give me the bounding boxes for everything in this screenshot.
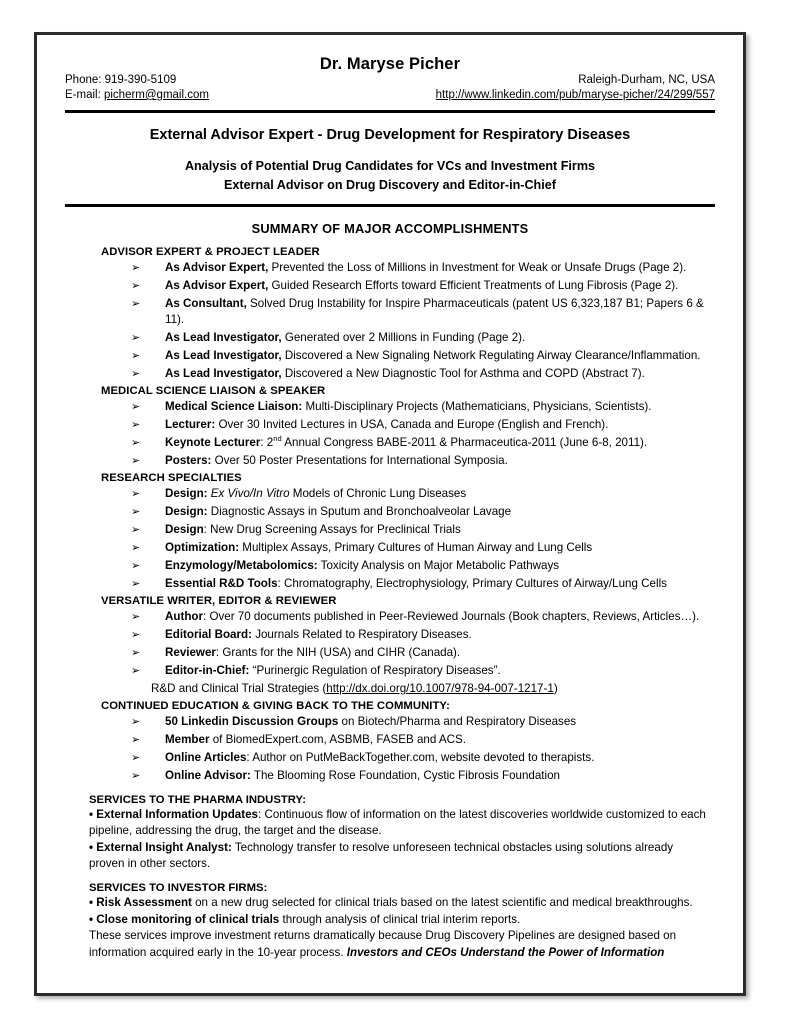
bullet-lead: As Advisor Expert, xyxy=(165,261,269,274)
services-block xyxy=(65,882,715,961)
continuation-text-end: ) xyxy=(553,682,558,696)
bullet-lead: Essential R&D Tools xyxy=(165,577,278,590)
section xyxy=(65,595,715,697)
bullet-list xyxy=(65,714,715,784)
bullet-lead: As Lead Investigator, xyxy=(165,331,282,345)
subtitle-line-2: External Advisor on Drug Discovery and Editor-in-Chief xyxy=(224,178,556,192)
arrow-bullet-icon: ➢ xyxy=(131,770,141,783)
bullet-item xyxy=(65,330,715,346)
services-paragraph xyxy=(89,895,711,912)
section xyxy=(65,700,715,784)
bullet-text: on Biotech/Pharma and Respiratory Diseases xyxy=(338,715,577,729)
bullet-list xyxy=(65,399,715,469)
contact-block xyxy=(65,73,715,103)
bullet-text: : Over 70 documents published in Peer-Reviewed Journals (Book chapters, Reviews, Articles…). xyxy=(203,610,700,624)
arrow-bullet-icon: ➢ xyxy=(131,524,141,537)
bullet-text: Over 30 Invited Lectures in USA, Canada and Europe (English and French). xyxy=(215,418,609,432)
arrow-bullet-icon: ➢ xyxy=(131,488,141,501)
bullet-lead: Posters: xyxy=(165,454,212,468)
email-link[interactable]: picherm@gmail.com xyxy=(103,89,209,101)
arrow-bullet-icon: ➢ xyxy=(131,367,141,380)
bullet-item xyxy=(65,278,715,294)
bullet-text: Solved Drug Instability for Inspire Pharmaceuticals (patent US 6,323,187 B1; Papers 6 & 11). xyxy=(165,296,704,327)
arrow-bullet-icon: ➢ xyxy=(131,734,141,747)
document-page xyxy=(34,32,746,996)
section xyxy=(65,385,715,469)
bullet-text: : Chromatography, Electrophysiology, Primary Cultures of Airway/Lung Cells xyxy=(277,577,667,590)
bullet-lead: Design: xyxy=(165,487,208,501)
bullet-lead: As Consultant, xyxy=(165,296,247,310)
services-container xyxy=(65,794,715,962)
bullet-lead: Medical Science Liaison: xyxy=(165,400,303,414)
services-block xyxy=(65,794,715,873)
arrow-bullet-icon: ➢ xyxy=(131,401,141,414)
bullet-lead: Keynote Lecturer xyxy=(165,436,261,450)
bullet-item xyxy=(65,576,715,592)
page-title: Dr. Maryse Picher xyxy=(319,55,461,73)
ordinal-superscript: nd xyxy=(273,434,282,444)
dot-bullet-icon: • xyxy=(89,840,94,854)
bullet-italic: Ex Vivo/In Vitro xyxy=(207,487,290,501)
bullet-lead: Editorial Board: xyxy=(165,628,252,642)
headline-subtitle xyxy=(65,157,715,195)
bullet-lead: Editor-in-Chief: xyxy=(165,664,250,678)
bullet-item xyxy=(65,435,715,451)
closing-emphasis: Investors and CEOs Understand the Power of Information xyxy=(346,945,665,959)
arrow-bullet-icon: ➢ xyxy=(131,665,141,678)
bullet-lead: As Lead Investigator, xyxy=(165,349,282,363)
subtitle-line-1: Analysis of Potential Drug Candidates for VCs and Investment Firms xyxy=(184,159,596,173)
bullet-item xyxy=(65,260,715,276)
bullet-text: Multi-Disciplinary Projects (Mathematicians, Physicians, Scientists). xyxy=(302,400,652,414)
bullet-item xyxy=(65,417,715,433)
arrow-bullet-icon: ➢ xyxy=(131,419,141,432)
bullet-item xyxy=(65,627,715,643)
bullet-lead: Enzymology/Metabolomics: xyxy=(165,559,318,573)
linkedin-link[interactable]: http://www.linkedin.com/pub/maryse-picher/24/299/557 xyxy=(435,89,715,101)
bullet-text: Diagnostic Assays in Sputum and Bronchoalveolar Lavage xyxy=(207,505,512,519)
contact-left xyxy=(65,73,209,103)
bullet-text: Discovered a New Diagnostic Tool for Asthma and COPD (Abstract 7). xyxy=(281,366,645,380)
bullet-item xyxy=(65,645,715,661)
bullet-item xyxy=(65,486,715,502)
services-text: on a new drug selected for clinical trials based on the latest scientific and medical breakthroughs. xyxy=(191,895,693,909)
bullet-item xyxy=(65,609,715,625)
bullet-text: : New Drug Screening Assays for Preclinical Trials xyxy=(203,523,461,537)
arrow-bullet-icon: ➢ xyxy=(131,279,141,292)
bullet-item xyxy=(65,522,715,538)
bullet-text: “Purinergic Regulation of Respiratory Diseases”. xyxy=(249,664,501,678)
services-lead: Close monitoring of clinical trials xyxy=(96,912,280,926)
bullet-text: Prevented the Loss of Millions in Investment for Weak or Unsafe Drugs (Page 2). xyxy=(268,261,687,274)
bullet-list xyxy=(65,486,715,592)
sections-container xyxy=(65,246,715,785)
services-text: through analysis of clinical trial interim reports. xyxy=(279,912,521,926)
closing-paragraph xyxy=(89,928,711,961)
bullet-text: Journals Related to Respiratory Diseases. xyxy=(251,628,472,642)
bullet-lead: Lecturer: xyxy=(165,418,216,432)
bullet-lead: As Advisor Expert, xyxy=(165,278,269,292)
bullet-item xyxy=(65,663,715,679)
doi-link[interactable]: http://dx.doi.org/10.1007/978-94-007-1217-1 xyxy=(326,682,554,696)
services-lead: Risk Assessment xyxy=(96,895,192,909)
bullet-text: Toxicity Analysis on Major Metabolic Pathways xyxy=(317,559,560,573)
arrow-bullet-icon: ➢ xyxy=(131,542,141,555)
bullet-text: Over 50 Poster Presentations for International Symposia. xyxy=(211,454,508,468)
arrow-bullet-icon: ➢ xyxy=(131,629,141,642)
bullet-text: The Blooming Rose Foundation, Cystic Fibrosis Foundation xyxy=(250,769,560,783)
services-lead: External Insight Analyst: xyxy=(96,840,232,854)
services-text: Technology transfer to resolve unforeseen technical obstacles using solutions already proven in other sectors. xyxy=(89,840,674,871)
arrow-bullet-icon: ➢ xyxy=(131,716,141,729)
bullet-list xyxy=(65,260,715,382)
services-paragraph xyxy=(89,807,711,840)
services-paragraph xyxy=(89,840,711,873)
dot-bullet-icon: • xyxy=(89,807,94,821)
bullet-text: Generated over 2 Millions in Funding (Page 2). xyxy=(281,331,526,345)
bullet-text: : Grants for the NIH (USA) and CIHR (Canada). xyxy=(215,646,461,660)
arrow-bullet-icon: ➢ xyxy=(131,262,141,274)
bullet-item xyxy=(65,732,715,748)
dot-bullet-icon: • xyxy=(89,912,94,926)
bullet-lead: As Lead Investigator, xyxy=(165,366,282,380)
document-body xyxy=(37,35,743,993)
bullet-text: Guided Research Efforts toward Efficient Treatments of Lung Fibrosis (Page 2). xyxy=(268,278,679,292)
bullet-text: of BiomedExpert.com, ASBMB, FASEB and ACS. xyxy=(209,733,466,747)
bullet-text-pre: : 2 xyxy=(260,436,274,450)
bullet-item xyxy=(65,558,715,574)
bullet-item xyxy=(65,296,715,329)
bullet-lead: Author xyxy=(165,610,203,624)
section-heading: ADVISOR EXPERT & PROJECT LEADER xyxy=(101,246,320,258)
closing-text: These services improve investment returns dramatically because Drug Discovery Pipelines are designed based on information acquired early in the 10-year process. xyxy=(89,929,677,959)
contact-right xyxy=(436,73,715,103)
bullet-lead: Design xyxy=(165,523,204,537)
phone-line: Phone: 919-390-5109 xyxy=(65,74,177,86)
section-heading: VERSATILE WRITER, EDITOR & REVIEWER xyxy=(101,595,337,608)
bullet-lead: Online Articles xyxy=(165,751,247,765)
bullet-lead: Optimization: xyxy=(165,541,240,555)
bullet-text-post: Annual Congress BABE-2011 & Pharmaceutica-2011 (June 6-8, 2011). xyxy=(281,436,648,450)
bullet-continuation xyxy=(65,681,715,697)
headline-title: External Advisor Expert - Drug Development for Respiratory Diseases xyxy=(149,127,631,143)
arrow-bullet-icon: ➢ xyxy=(131,578,141,590)
bullet-text: Models of Chronic Lung Diseases xyxy=(289,487,467,501)
section xyxy=(65,472,715,592)
services-paragraph xyxy=(89,912,711,929)
arrow-bullet-icon: ➢ xyxy=(131,455,141,468)
divider-top xyxy=(65,110,715,113)
bullet-item xyxy=(65,453,715,469)
arrow-bullet-icon: ➢ xyxy=(131,350,141,363)
bullet-item xyxy=(65,348,715,364)
bullet-text: : Author on PutMeBackTogether.com, website devoted to therapists. xyxy=(246,751,595,765)
bullet-text: Multiplex Assays, Primary Cultures of Human Airway and Lung Cells xyxy=(239,541,593,555)
arrow-bullet-icon: ➢ xyxy=(131,560,141,573)
bullet-lead: Member xyxy=(165,733,210,747)
bullet-lead: 50 Linkedin Discussion Groups xyxy=(165,715,339,729)
services-lead: External Information Updates xyxy=(96,807,258,821)
section-heading: RESEARCH SPECIALTIES xyxy=(101,472,242,485)
bullet-item xyxy=(65,540,715,556)
bullet-lead: Design: xyxy=(165,505,208,519)
services-heading: SERVICES TO INVESTOR FIRMS: xyxy=(89,881,268,894)
arrow-bullet-icon: ➢ xyxy=(131,437,141,450)
bullet-list xyxy=(65,609,715,697)
email-line xyxy=(65,88,209,103)
arrow-bullet-icon: ➢ xyxy=(131,611,141,624)
location-line: Raleigh-Durham, NC, USA xyxy=(578,74,715,86)
section-heading: CONTINUED EDUCATION & GIVING BACK TO THE COMMUNITY: xyxy=(101,700,450,713)
bullet-text: Discovered a New Signaling Network Regulating Airway Clearance/Inflammation. xyxy=(281,349,701,363)
bullet-lead: Reviewer xyxy=(165,646,216,660)
bullet-lead: Online Advisor: xyxy=(165,769,251,783)
summary-heading: SUMMARY OF MAJOR ACCOMPLISHMENTS xyxy=(251,221,529,236)
bullet-item xyxy=(65,504,715,520)
email-label: E-mail: xyxy=(65,89,101,101)
dot-bullet-icon: • xyxy=(89,895,94,909)
arrow-bullet-icon: ➢ xyxy=(131,297,141,310)
section-heading: MEDICAL SCIENCE LIAISON & SPEAKER xyxy=(101,385,326,398)
arrow-bullet-icon: ➢ xyxy=(131,752,141,765)
bullet-item xyxy=(65,768,715,784)
services-text: : Continuous flow of information on the latest discoveries worldwide customized to each pipeline, addressing the drug, the target and the disease. xyxy=(89,807,706,838)
arrow-bullet-icon: ➢ xyxy=(131,506,141,519)
services-heading: SERVICES TO THE PHARMA INDUSTRY: xyxy=(89,793,306,806)
bullet-item xyxy=(65,399,715,415)
arrow-bullet-icon: ➢ xyxy=(131,332,141,345)
section xyxy=(65,246,715,382)
divider-title xyxy=(65,204,715,207)
bullet-item xyxy=(65,750,715,766)
bullet-item xyxy=(65,366,715,382)
bullet-item xyxy=(65,714,715,730)
arrow-bullet-icon: ➢ xyxy=(131,647,141,660)
continuation-text: R&D and Clinical Trial Strategies ( xyxy=(151,682,327,696)
